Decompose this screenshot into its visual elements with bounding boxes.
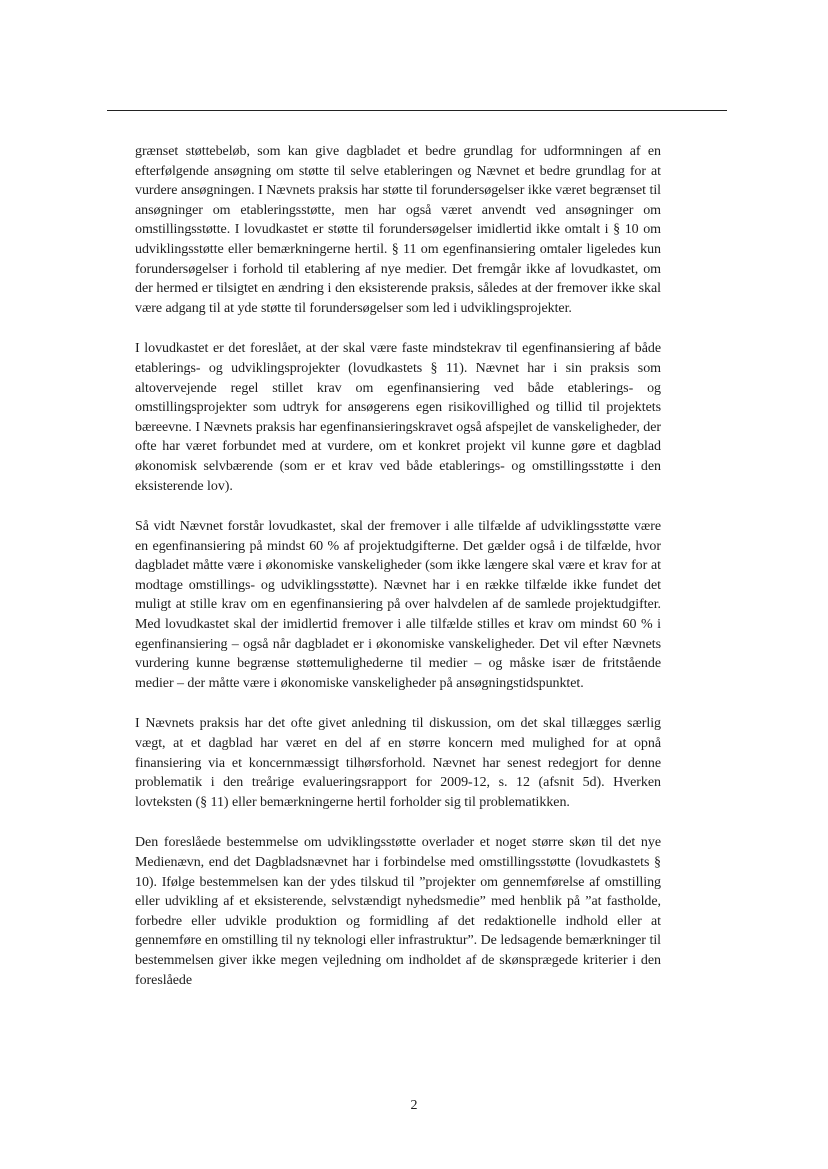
document-body (135, 142, 661, 1011)
paragraph-2: I lovudkastet er det foreslået, at der skal være faste mindstekrav til egenfinansiering af både etablerings- og udviklingsprojekter (lovudkastets § 11). Nævnet har i sin praksis som altovervejende regel stillet krav om egenfinansiering ved både etablerings- og omstillingsprojekter som udtryk for ansøgerens egen risikovillighed og tillid til projektets bæreevne. I Nævnets praksis har egenfinansieringskravet også afspejlet de vanskeligheder, der ofte har været forbundet med at vurdere, om et konkret projekt vil kunne gøre et dagblad økonomisk selvbærende (som er et krav ved både etablerings- og omstillingsstøtte i den eksisterende lov). (135, 341, 661, 494)
paragraph-3: Så vidt Nævnet forstår lovudkastet, skal der fremover i alle tilfælde af udviklingsstøtte være en egenfinansiering på mindst 60 % af projektudgifterne. Det gælder også i de tilfælde, hvor dagbladet måtte være i økonomiske vanskeligheder (som ikke længere skal være et krav for at modtage omstillings- og udviklingsstøtte). Nævnet har i en række tilfælde ikke fundet det muligt at stille krav om en egenfinansiering på over halvdelen af de samlede projektudgifter. Med lovudkastet skal der imidlertid fremover i alle tilfælde stilles et krav om mindst 60 % i egenfinansiering – også når dagbladet er i økonomiske vanskeligheder. Det vil efter Nævnets vurdering kunne begrænse støttemulighederne til medier – og måske især de fritstående medier – der måtte være i økonomiske vanskeligheder på ansøgningstidspunktet. (135, 519, 661, 691)
paragraph-4: I Nævnets praksis har det ofte givet anledning til diskussion, om det skal tillægges særlig vægt, at et dagblad har været en del af en større koncern med mulighed for at opnå finansiering via et koncernmæssigt tilhørsforhold. Nævnet har senest redegjort for denne problematik i den treårige evalueringsrapport for 2009-12, s. 12 (afsnit 5d). Hverken lovteksten (§ 11) eller bemærkningerne hertil forholder sig til problematikken. (135, 716, 661, 810)
header-rule (107, 110, 727, 111)
paragraph-5: Den foreslåede bestemmelse om udviklingsstøtte overlader et noget større skøn til det nye Medienævn, end det Dagbladsnævnet har i forbindelse med omstillingsstøtte (lovudkastets § 10). Ifølge bestemmelsen kan der ydes tilskud til ”projekter om gennemførelse af omstilling eller udvikling af et eksisterende, selvstændigt nyhedsmedie” med henblik på ”at fastholde, forbedre eller udvikle produktion og formidling af det redaktionelle indhold eller at gennemføre en omstilling til ny teknologi eller infrastruktur”. De ledsagende bemærkninger til bestemmelsen giver ikke megen vejledning om indholdet af de skønsprægede kriterier i den foreslåede (135, 835, 661, 988)
page-number: 2 (410, 1098, 418, 1113)
paragraph-1: grænset støttebeløb, som kan give dagbladet et bedre grundlag for udformningen af en efterfølgende ansøgning om støtte til selve etableringen og Nævnet et bedre grundlag for at vurdere ansøgningen. I Nævnets praksis har støtte til forundersøgelser ikke været begrænset til ansøgninger om etableringsstøtte, men har også været anvendt ved ansøgninger om omstillingsstøtte. I lovudkastet er støtte til forundersøgelser imidlertid ikke omtalt i § 10 om udviklingsstøtte eller bemærkningerne hertil. § 11 om egenfinansiering omtaler ligeledes kun forundersøgelser i forhold til etablering af nye medier. Det fremgår ikke af lovudkastet, om der hermed er tilsigtet en ændring i den eksisterende praksis, således at der fremover ikke skal være adgang til at yde støtte til forundersøgelser som led i udviklingsprojekter. (135, 144, 661, 316)
